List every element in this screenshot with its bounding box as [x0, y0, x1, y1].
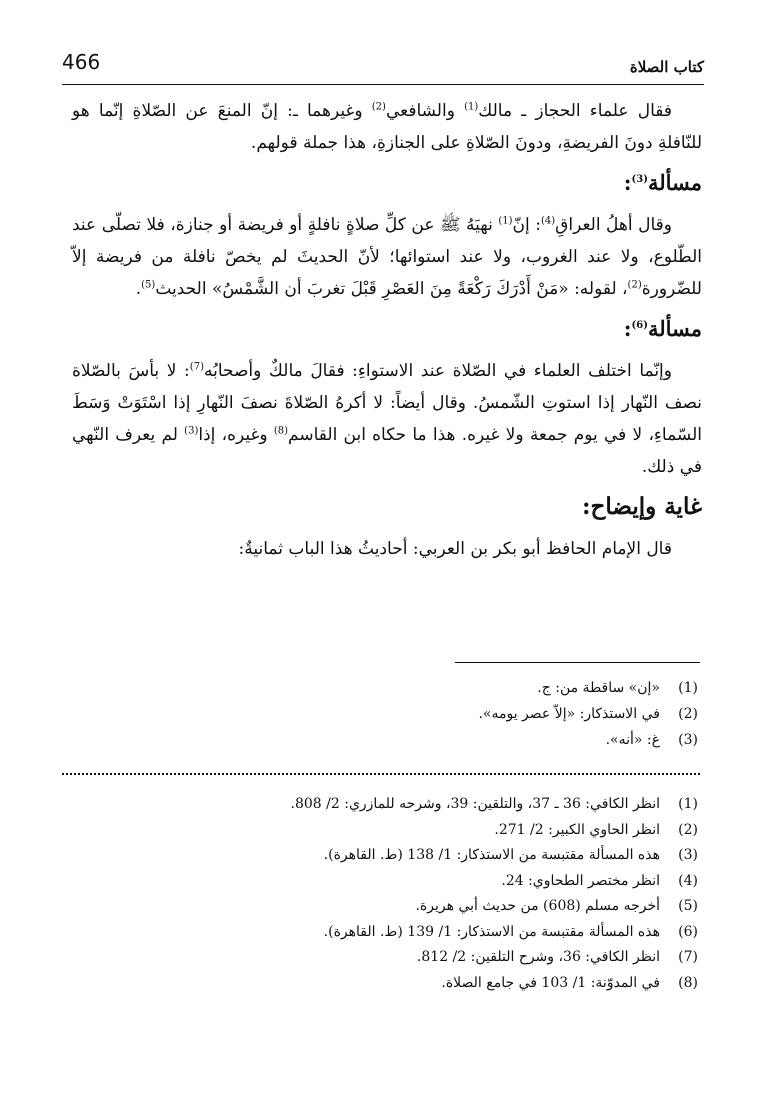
footnote-ref: (7) [189, 361, 204, 373]
footnote-ref: (1) [498, 215, 513, 227]
page-header [62, 50, 704, 85]
page-number: 466 [62, 50, 101, 74]
heading-masala-6: مسألة$^{(6)}$: [623, 316, 702, 341]
footnote-ref: (3) [184, 425, 199, 437]
note-number: (2) [678, 706, 698, 722]
note-number: (1) [678, 680, 698, 696]
paragraph-1: فقال علماء الحجاز ـ مالك$^{(1)}$ والشافعي$^{(2)}$ وغيرهما ـ: إنّ المنعَ عن الصّلاةِ إنّما هو للنّافلةِ دونَ الفريضةِ، ودونَ الصّلاةِ على الجنازةِ، هذا جملة قولهم. [72, 101, 702, 153]
reference-note [138, 818, 698, 844]
main-text [72, 95, 702, 573]
reference-note [138, 843, 698, 869]
note-number: (7) [678, 949, 698, 965]
note-number: (5) [678, 898, 698, 914]
variant-note [138, 675, 698, 701]
heading-masala-3: مسألة$^{(3)}$: [623, 170, 702, 195]
note-number: (4) [678, 872, 698, 889]
note-text: أخرجه مسلم (608) من حديث أبي هريرة. [415, 898, 660, 914]
note-number: (3) [678, 847, 698, 863]
note-number: (8) [678, 974, 698, 991]
note-number: (3) [678, 732, 698, 748]
note-text: انظر الكافي: 36، وشرح التلقين: 2/ 812. [416, 949, 660, 965]
variant-note [138, 701, 698, 727]
note-number: (1) [678, 796, 698, 812]
footnote-ref: (8) [273, 425, 289, 437]
note-text: هذه المسألة مقتبسة من الاستذكار: 1/ 138 (ط. القاهرة). [323, 847, 660, 863]
reference-note [138, 971, 698, 997]
paragraph-4: قال الإمام الحافظ أبو بكر بن العربي: أحاديثُ هذا الباب ثمانيةٌ: [238, 539, 672, 559]
note-number: (2) [678, 821, 698, 838]
reference-note [138, 894, 698, 920]
note-text: في الاستذكار: «إلاّ عصر يومه». [478, 706, 660, 722]
note-text: في المدوّنة: 1/ 103 في جامع الصلاة. [441, 974, 660, 991]
note-text: انظر الكافي: 36 ـ 37، والتلقين: 39، وشرحه للمازري: 2/ 808. [290, 796, 660, 812]
reference-notes [138, 792, 698, 996]
footnote-ref: (2) [627, 279, 642, 291]
variant-notes [138, 675, 698, 753]
footnote-ref: (5) [141, 279, 156, 291]
footnote-ref: (2) [371, 101, 386, 113]
reference-note [138, 920, 698, 946]
footnote-ref: (1) [464, 101, 479, 113]
footnote-ref: (4) [540, 215, 556, 227]
footnote-ref: (6) [631, 320, 648, 331]
paragraph-3: وإنّما اختلف العلماء في الصّلاة عند الاستواءِ: فقالَ مالكٌ وأصحابُه$^{(7)}$: لا بأسَ بالصّلاة نصف النّهار إذا استوتِ الشّمسُ. وقال أيضاً: لا أكرهُ الصّلاةَ نصفَ النّهارِ إذا اسْتَوَتْ وَسَطَ السّماءِ، لا في يوم جمعة ولا غيره. هذا ما حكاه ابن القاسم$^{(8)}$ وغيره، إذا$^{(3)}$ لم يعرف النّهي في ذلك. [72, 361, 703, 477]
reference-note [138, 792, 698, 818]
note-text: غ: «أنه». [605, 732, 660, 748]
note-number: (6) [678, 923, 698, 940]
note-text: هذه المسألة مقتبسة من الاستذكار: 1/ 139 (ط. القاهرة). [323, 923, 660, 940]
heading-ghaya: غاية وإيضاح: [582, 493, 702, 520]
note-text: انظر مختصر الطحاوي: 24. [501, 872, 660, 889]
note-text: انظر الحاوي الكبير: 2/ 271. [494, 821, 660, 838]
note-text: «إن» ساقطة من: ج. [537, 680, 660, 696]
running-title: كتاب الصلاة [629, 58, 704, 76]
footnote-separator [455, 662, 700, 663]
paragraph-2: وقال أهلُ العراقِ$^{(4)}$: إنّ$^{(1)}$ نهيَهُ ﷺ عن كلِّ صلاةٍ نافلةٍ أو فريضة أو جنازة، فلا تصلّى عند الطّلوع، ولا عند الغروب، ولا عند استوائها؛ لأنّ الحديثَ لم يخصّ نافلة من فريضة إلاّ للضّرورة$^{(2)}$، لقوله: «مَنْ أَدْرَكَ رَكْعَةً مِنَ العَصْرِ قَبْلَ تغربَ أن الشَّمْسُ» الحديث$^{(5)}$. [72, 215, 702, 299]
reference-note [138, 869, 698, 895]
reference-note [138, 945, 698, 971]
variant-note [138, 727, 698, 753]
dotted-separator [62, 773, 700, 775]
footnote-ref: (3) [631, 174, 648, 185]
